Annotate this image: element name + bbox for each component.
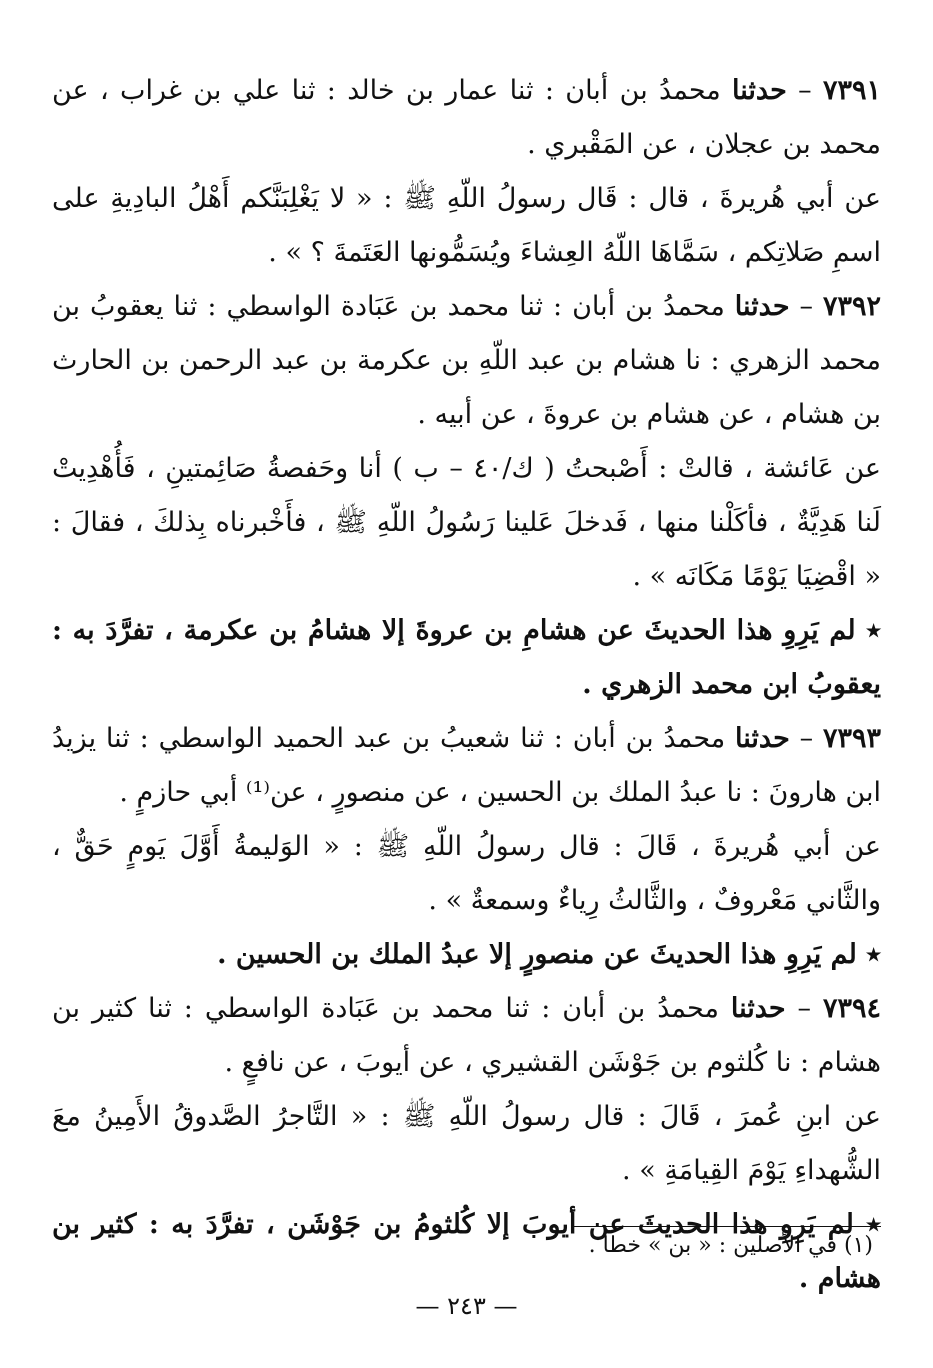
hadith-number: ٧٣٩٤ bbox=[822, 993, 881, 1024]
hadith-7393-isnad bbox=[52, 712, 881, 820]
hadith-number: ٧٣٩٢ bbox=[822, 291, 881, 322]
footnote-divider bbox=[571, 1226, 881, 1227]
dash: – bbox=[789, 291, 823, 322]
dash: – bbox=[785, 993, 823, 1024]
hadith-7391-isnad bbox=[52, 64, 881, 172]
hadith-7392-matn: عن عَائشة ، قالتْ : أَصْبحتُ ( ك/٤٠ – ب ) أنا وحَفصةُ صَائِمتينِ ، فَأُهْدِيتْ لَنا هَدِيَّةٌ ، فأكَلْنا منها ، فَدخلَ عَلينا رَسُولُ اللّهِ ﷺ ، فأَخْبرناه بِذلكَ ، فقالَ : « اقْضِيَا يَوْمًا مَكَانَه » . bbox=[52, 453, 881, 592]
hadith-7392-isnad bbox=[52, 280, 881, 442]
hadith-7394-matn: عن ابنِ عُمرَ ، قَالَ : قال رسولُ اللّهِ ﷺ : « التَّاجرُ الصَّدوقُ الأَمِينُ معَ الشُّهداءِ يَوْمَ القِيامَةِ » . bbox=[52, 1101, 881, 1186]
hadith-7392-note bbox=[52, 604, 881, 712]
note-text: لم يَرِوِ هذا الحديثَ عن منصورٍ إلا عبدُ الملك بن الحسين . bbox=[217, 939, 867, 970]
hadith-number: ٧٣٩٣ bbox=[822, 723, 881, 754]
dash: – bbox=[786, 75, 823, 106]
footnote: (١) في الأصلين : « بن » خطأ . bbox=[588, 1233, 873, 1258]
isnad-text: محمدُ بن أبان : ثنا شعيبُ بن عبد الحميد الواسطي : ثنا يزيدُ ابن هارونَ : نا عبدُ الملك بن الحسين ، عن منصورٍ ، عن⁽¹⁾ أبي حازمٍ . bbox=[52, 723, 881, 808]
lead-word: حدثنا bbox=[732, 75, 787, 106]
isnad-text: محمدُ بن أبان : ثنا محمد بن عَبَادة الواسطي : ثنا كثير بن هشام : نا كُلثوم بن جَوْشَن القشيري ، عن أيوبَ ، عن نافعٍ . bbox=[52, 993, 881, 1078]
isnad-text: محمدُ بن أبان : ثنا عمار بن خالد : ثنا علي بن غراب ، عن محمد بن عجلان ، عن المَقْبري . bbox=[52, 75, 881, 160]
lead-word: حدثنا bbox=[735, 723, 790, 754]
page-number: — ٢٤٣ — bbox=[415, 1292, 518, 1320]
isnad-text: محمدُ بن أبان : ثنا محمد بن عَبَادة الواسطي : ثنا يعقوبُ بن محمد الزهري : نا هشام بن عبد اللّهِ بن عكرمة بن عبد الرحمن بن الحارث بن هشام ، عن هشام بن عروةَ ، عن أبيه . bbox=[52, 291, 881, 430]
lead-word: حدثنا bbox=[730, 993, 786, 1024]
note-text: لم يَرِوِ هذا الحديثَ عن هشامِ بن عروةَ إلا هشامُ بن عكرمة ، تفرَّدَ به : يعقوبُ ابن محمد الزهري . bbox=[52, 615, 881, 700]
asterism-icon: ٭ bbox=[866, 939, 881, 970]
lead-word: حدثنا bbox=[734, 291, 790, 322]
hadith-7391-matn: عن أبي هُريرةَ ، قال : قَال رسولُ اللّهِ ﷺ : « لا يَغْلِبَنَّكم أَهْلُ البادِيةِ على اسمِ صَلاتِكم ، سَمَّاهَا اللّهُ العِشاءَ ويُسَمُّونها العَتَمةَ ؟ » . bbox=[52, 183, 881, 268]
asterism-icon: ٭ bbox=[866, 615, 881, 646]
hadith-7394-isnad bbox=[52, 982, 881, 1090]
note-text: لم يَرِوِ هذا الحديثَ عن أيوبَ إلا كُلثومُ بن جَوْشَن ، تفرَّدَ به : كثير بن هشام . bbox=[52, 1209, 881, 1294]
asterism-icon: ٭ bbox=[866, 1209, 881, 1240]
dash: – bbox=[789, 723, 823, 754]
hadith-7393-matn: عن أبي هُريرةَ ، قَالَ : قال رسولُ اللّهِ ﷺ : « الوَليمةُ أَوَّلَ يَومٍ حَقٌّ ، والثَّاني مَعْروفٌ ، والثَّالثُ رِياءٌ وسمعةٌ » . bbox=[52, 831, 881, 916]
hadith-number: ٧٣٩١ bbox=[822, 75, 881, 106]
hadith-7393-note bbox=[52, 928, 881, 982]
